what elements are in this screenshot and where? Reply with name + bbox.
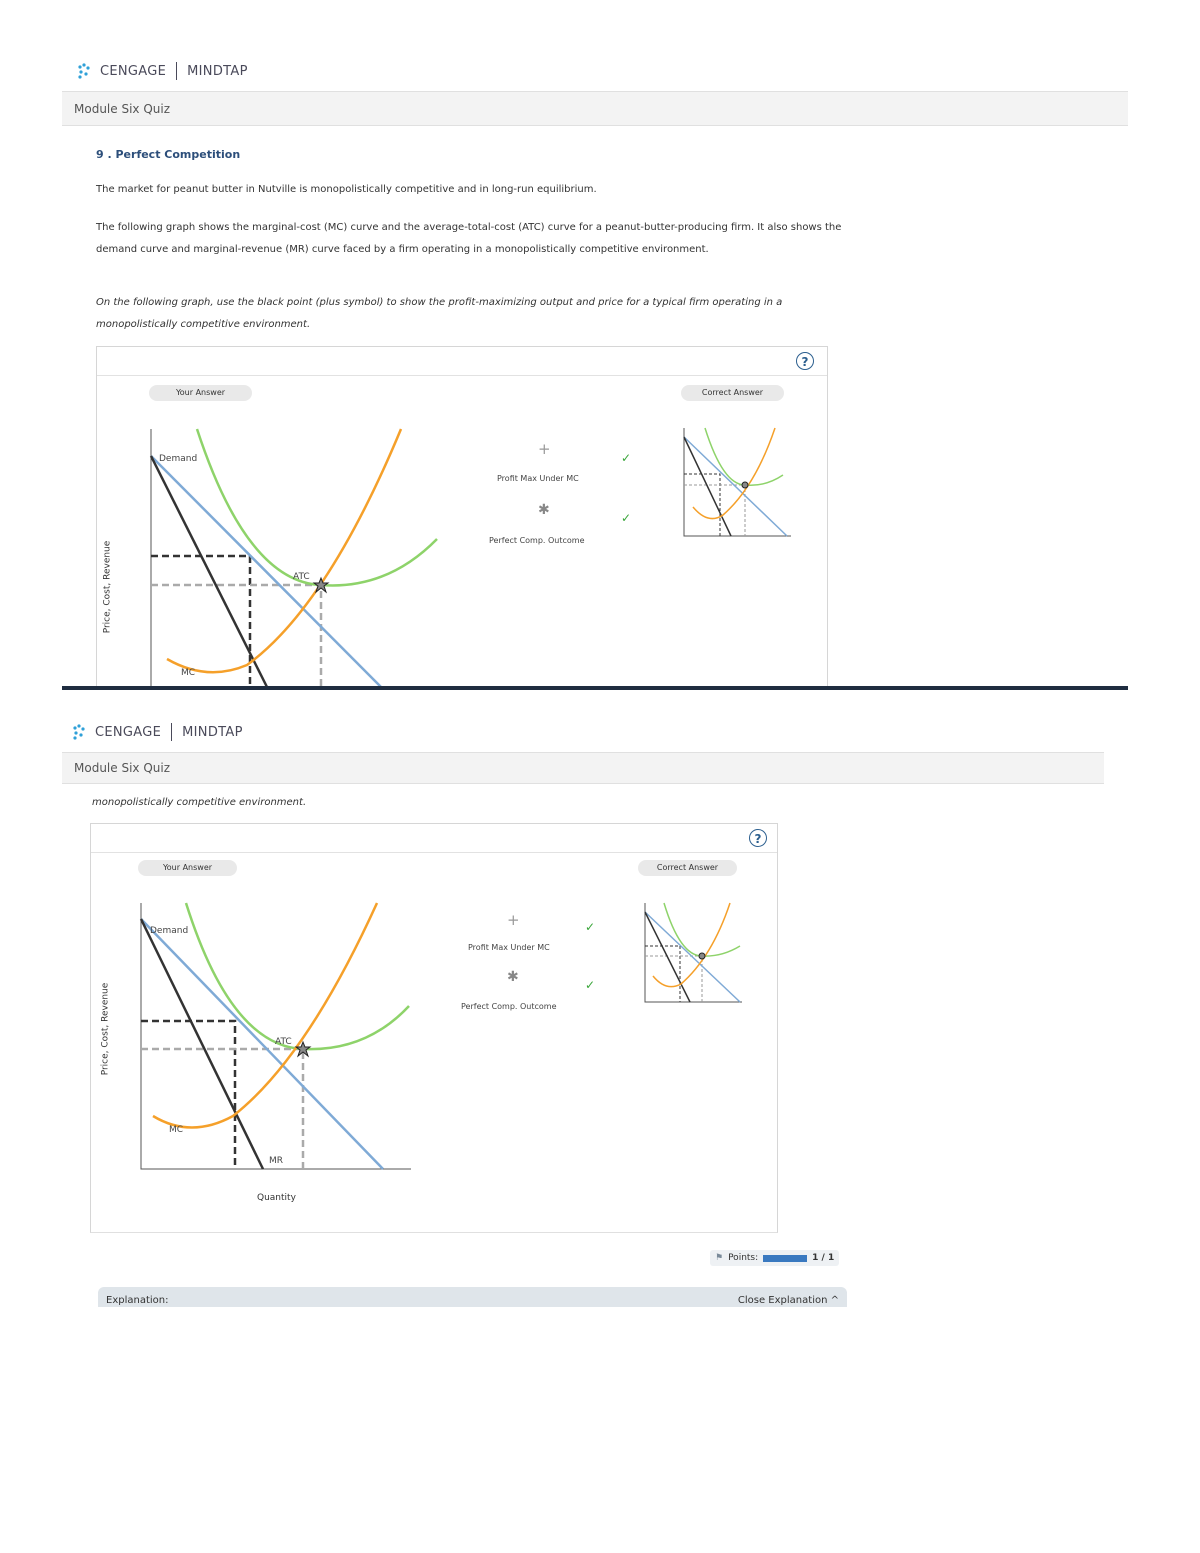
legend-2-check-icon: ✓ <box>621 511 632 525</box>
graph-panel <box>96 346 828 686</box>
legend-plus-icon[interactable]: + <box>538 440 551 458</box>
legend-star-icon[interactable]: ✱ <box>538 502 550 518</box>
explanation-bar <box>98 1287 847 1307</box>
instruction-b: monopolistically competitive environment. <box>96 319 311 330</box>
y-axis-label-2: Price, Cost, Revenue <box>100 982 111 1076</box>
close-explanation-button[interactable] <box>738 1295 839 1306</box>
module-title-2: Module Six Quiz <box>74 761 170 775</box>
screenshot-divider <box>62 686 1128 690</box>
main-graph-2[interactable] <box>91 894 431 1204</box>
cengage-logo-icon <box>76 62 94 80</box>
brand-name-2: CENGAGE <box>95 724 162 740</box>
instruction-a: On the following graph, use the black point (plus symbol) to show the profit-maximizing output and price for a typical firm operating in a <box>96 297 783 308</box>
legend-star-icon-2[interactable]: ✱ <box>507 969 519 985</box>
help-icon[interactable]: ? <box>796 352 814 370</box>
brand-logo-2 <box>71 723 243 741</box>
brand-product: MINDTAP <box>187 63 248 79</box>
brand-separator <box>176 62 177 80</box>
graph-panel-2 <box>90 823 778 1233</box>
mr-label-2: MR <box>269 1156 284 1166</box>
atc-curve-2 <box>186 903 409 1049</box>
y-axis-label: Price, Cost, Revenue <box>102 540 113 634</box>
cengage-logo-icon-2 <box>71 723 89 741</box>
brand-separator-2 <box>171 723 172 741</box>
correct-answer-graph <box>683 427 793 539</box>
brand-name: CENGAGE <box>100 63 167 79</box>
legend-1-check-icon-2: ✓ <box>585 920 596 934</box>
demand-curve <box>151 456 381 687</box>
question-paragraph-1: The market for peanut butter in Nutville is monopolistically competitive and in long-run equilibrium. <box>96 184 597 195</box>
points-value: 1 / 1 <box>812 1253 835 1263</box>
legend-2-label-2: Perfect Comp. Outcome <box>461 1002 557 1011</box>
atc-curve <box>197 429 437 585</box>
brand-logo <box>76 62 248 80</box>
correct-answer-graph-2 <box>644 902 744 1004</box>
profit-max-guide-2 <box>141 1021 235 1169</box>
atc-label: ATC <box>293 572 310 582</box>
legend-1-label: Profit Max Under MC <box>497 474 579 483</box>
legend-1-label-2: Profit Max Under MC <box>468 943 550 952</box>
module-title-bar <box>62 91 1128 126</box>
panel-header-2 <box>91 824 777 853</box>
instruction-b-2: monopolistically competitive environment. <box>92 797 307 808</box>
mc-label-2: MC <box>169 1125 184 1135</box>
perfect-comp-guide-2 <box>141 1049 303 1169</box>
legend-plus-icon-2[interactable]: + <box>507 911 520 929</box>
demand-label: Demand <box>159 454 198 464</box>
explanation-label: Explanation: <box>106 1295 169 1306</box>
question-title: 9 . Perfect Competition <box>96 148 241 161</box>
question-paragraph-2b: demand curve and marginal-revenue (MR) curve faced by a firm operating in a monopolistically competitive environment. <box>96 244 709 255</box>
flag-icon: ⚑ <box>715 1253 724 1263</box>
main-graph[interactable] <box>97 407 497 687</box>
mc-label: MC <box>181 668 196 678</box>
your-answer-tab[interactable]: Your Answer <box>149 385 252 401</box>
points-badge <box>710 1250 839 1266</box>
x-axis-label-2: Quantity <box>257 1193 296 1203</box>
legend-1-check-icon: ✓ <box>621 451 632 465</box>
your-answer-tab-2[interactable]: Your Answer <box>138 860 237 876</box>
mc-curve <box>167 429 401 672</box>
legend-2-check-icon-2: ✓ <box>585 978 596 992</box>
legend-2-label: Perfect Comp. Outcome <box>489 536 585 545</box>
question-paragraph-2a: The following graph shows the marginal-cost (MC) curve and the average-total-cost (ATC) curve for a peanut-butter-producing firm. It also shows the <box>96 222 842 233</box>
demand-label-2: Demand <box>150 926 189 936</box>
module-title: Module Six Quiz <box>74 101 170 116</box>
correct-answer-tab[interactable]: Correct Answer <box>681 385 784 401</box>
mr-curve-2 <box>141 919 263 1169</box>
panel-header <box>97 347 827 376</box>
module-title-bar-2 <box>62 752 1104 784</box>
chevron-up-icon: ^ <box>830 1295 839 1306</box>
close-explanation-label: Close Explanation <box>737 1295 828 1306</box>
help-icon-2[interactable]: ? <box>749 829 767 847</box>
correct-answer-tab-2[interactable]: Correct Answer <box>638 860 737 876</box>
brand-product-2: MINDTAP <box>182 724 243 740</box>
points-label: Points: <box>728 1253 759 1263</box>
points-progress-bar <box>763 1255 807 1262</box>
atc-label-2: ATC <box>275 1037 292 1047</box>
